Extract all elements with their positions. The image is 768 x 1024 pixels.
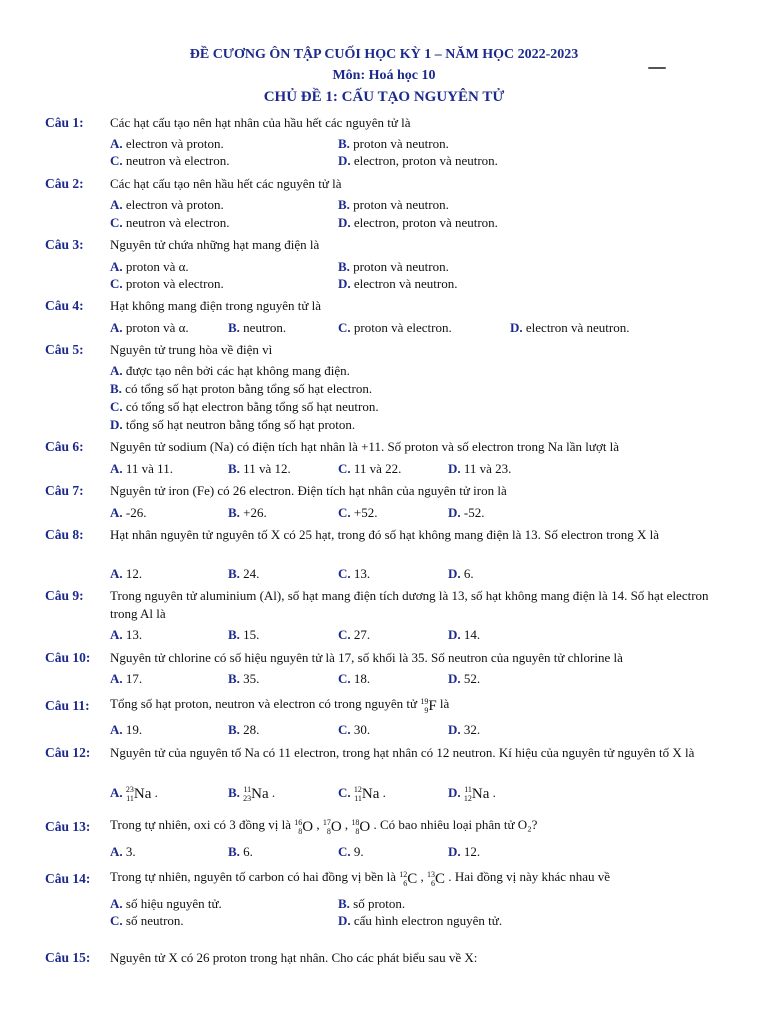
question-number: Câu 4: xyxy=(45,298,84,313)
option-d: D. tổng số hạt neutron bằng tổng số hạt proton. xyxy=(110,417,356,432)
option-a: A. được tạo nên bởi các hạt không mang điện. xyxy=(110,363,350,378)
isotope-symbol: 12 6 C xyxy=(399,869,418,888)
option-a: A. 23 11 Na . xyxy=(110,785,158,804)
option-a: A. 3. xyxy=(110,844,136,859)
option-b: B. số proton. xyxy=(338,896,406,911)
option-c: C. proton và electron. xyxy=(110,276,224,291)
option-c: C. neutron và electron. xyxy=(110,215,230,230)
option-a: A. 17. xyxy=(110,671,143,686)
question-text: Trong tự nhiên, oxi có 3 đồng vị là 16 8 O , 17 8 O , 18 8 O . Có bao nhiêu loại phân tử O₂? xyxy=(110,813,735,839)
option-b: B. 6. xyxy=(228,844,253,859)
isotope-symbol: 16 8 O xyxy=(294,817,314,836)
question-number: Câu 9: xyxy=(45,588,84,603)
option-b: B. 15. xyxy=(228,627,260,642)
option-a: A. 19. xyxy=(110,722,143,737)
option-d: D. 14. xyxy=(448,627,481,642)
isotope-symbol: 13 6 C xyxy=(427,869,446,888)
option-a: A. proton và α. xyxy=(110,259,189,274)
option-b: B. proton và neutron. xyxy=(338,136,449,151)
question-text: Các hạt cấu tạo nên hầu hết các nguyên tử là xyxy=(110,176,342,191)
question-number: Câu 10: xyxy=(45,650,91,665)
question-number: Câu 15: xyxy=(45,950,91,965)
question-text: Nguyên tử chứa những hạt mang điện là xyxy=(110,237,320,252)
question-text: Nguyên tử iron (Fe) có 26 electron. Điện tích hạt nhân của nguyên tử iron là xyxy=(110,483,507,498)
option-d: D. electron, proton và neutron. xyxy=(338,215,498,230)
option-b: B. 11 và 12. xyxy=(228,461,291,476)
option-b: B. 24. xyxy=(228,566,260,581)
option-d: D. -52. xyxy=(448,505,485,520)
isotope-symbol: 11 12 Na xyxy=(463,785,490,804)
question-number: Câu 13: xyxy=(45,819,91,834)
option-b: B. neutron. xyxy=(228,320,287,335)
option-a: A. số hiệu nguyên tử. xyxy=(110,896,222,911)
option-d: D. electron và neutron. xyxy=(510,320,630,335)
question-text: Các hạt cấu tạo nên hạt nhân của hầu hết các nguyên tử là xyxy=(110,115,411,130)
option-d: D. electron và neutron. xyxy=(338,276,458,291)
question-text: Nguyên tử chlorine có số hiệu nguyên tử là 17, số khối là 35. Số neutron của nguyên tử chlorine là xyxy=(110,650,623,665)
question-number: Câu 14: xyxy=(45,871,91,886)
question-text: Trong nguyên tử aluminium (Al), số hạt mang điện tích dương là 13, số hạt không mang điện là 14. Số hạt electron trong Al là xyxy=(110,588,709,621)
question-text: Nguyên tử X có 26 proton trong hạt nhân. Cho các phát biểu sau về X: xyxy=(110,950,478,965)
option-a: A. 11 và 11. xyxy=(110,461,173,476)
subject-label: Môn: Hoá học 10 xyxy=(332,68,436,83)
option-c: C. 27. xyxy=(338,627,371,642)
option-d: D. 11 12 Na . xyxy=(448,785,496,804)
option-a: A. electron và proton. xyxy=(110,197,224,212)
option-a: A. -26. xyxy=(110,505,147,520)
option-b: B. 35. xyxy=(228,671,260,686)
option-c: C. 11 và 22. xyxy=(338,461,402,476)
option-a: A. proton và α. xyxy=(110,320,189,335)
question-number: Câu 1: xyxy=(45,115,84,130)
question-text: Hạt nhân nguyên tử nguyên tố X có 25 hạt, trong đó số hạt không mang điện là 13. Số electron trong X là xyxy=(110,527,659,542)
option-d: D. 6. xyxy=(448,566,474,581)
option-d: D. 12. xyxy=(448,844,481,859)
option-c: C. +52. xyxy=(338,505,378,520)
option-c: C. 9. xyxy=(338,844,364,859)
isotope-symbol: 17 8 O xyxy=(322,817,342,836)
question-number: Câu 5: xyxy=(45,342,84,357)
option-d: D. 11 và 23. xyxy=(448,461,512,476)
question-text: Nguyên tử trung hòa về điện vì xyxy=(110,342,273,357)
option-c: C. có tổng số hạt electron bằng tổng số hạt neutron. xyxy=(110,399,379,414)
option-d: D. 52. xyxy=(448,671,481,686)
question-number: Câu 2: xyxy=(45,176,84,191)
question-number: Câu 8: xyxy=(45,527,84,542)
isotope-symbol: 11 23 Na xyxy=(243,785,269,804)
option-c: C. số neutron. xyxy=(110,913,184,928)
option-a: A. 12. xyxy=(110,566,143,581)
question-number: Câu 3: xyxy=(45,237,84,252)
option-a: A. 13. xyxy=(110,627,143,642)
isotope-symbol: 18 8 O xyxy=(351,817,371,836)
option-c: C. neutron và electron. xyxy=(110,153,230,168)
option-a: A. electron và proton. xyxy=(110,136,224,151)
question-text: Nguyên tử của nguyên tố Na có 11 electron, trong hạt nhân có 12 neutron. Kí hiệu của nguyên tử nguyên tố X là xyxy=(110,745,695,760)
option-c: C. 13. xyxy=(338,566,371,581)
question-number: Câu 7: xyxy=(45,483,84,498)
question-number: Câu 6: xyxy=(45,439,84,454)
document-title: ĐỀ CƯƠNG ÔN TẬP CUỐI HỌC KỲ 1 – NĂM HỌC 2022-2023 xyxy=(189,47,579,62)
question-number: Câu 12: xyxy=(45,745,91,760)
option-b: B. 28. xyxy=(228,722,260,737)
isotope-symbol: 19 9 F xyxy=(420,696,437,715)
option-b: B. +26. xyxy=(228,505,267,520)
isotope-symbol: 12 11 Na xyxy=(353,785,380,804)
option-c: C. 18. xyxy=(338,671,371,686)
option-c: C. proton và electron. xyxy=(338,320,452,335)
topic-heading: CHỦ ĐỀ 1: CẤU TẠO NGUYÊN TỬ xyxy=(263,89,505,105)
option-b: B. có tổng số hạt proton bằng tổng số hạt electron. xyxy=(110,381,373,396)
question-text: Nguyên tử sodium (Na) có điện tích hạt nhân là +11. Số proton và số electron trong Na lần lượt là xyxy=(110,439,620,454)
question-number: Câu 11: xyxy=(45,698,90,713)
option-d: D. electron, proton và neutron. xyxy=(338,153,498,168)
question-text: Trong tự nhiên, nguyên tố carbon có hai đồng vị bền là 12 6 C , 13 6 C . Hai đồng vị này khác nhau về xyxy=(110,865,735,891)
option-b: B. proton và neutron. xyxy=(338,197,449,212)
isotope-symbol: 23 11 Na xyxy=(125,785,152,804)
option-d: D. 32. xyxy=(448,722,481,737)
option-b: B. 11 23 Na . xyxy=(228,785,276,804)
question-text: Hạt không mang điện trong nguyên tử là xyxy=(110,298,322,313)
option-d: D. cấu hình electron nguyên tử. xyxy=(338,913,503,928)
option-c: C. 30. xyxy=(338,722,371,737)
option-c: C. 12 11 Na . xyxy=(338,785,386,804)
question-text: Tổng số hạt proton, neutron và electron có trong nguyên tử 19 9 F là xyxy=(110,692,735,718)
option-b: B. proton và neutron. xyxy=(338,259,449,274)
